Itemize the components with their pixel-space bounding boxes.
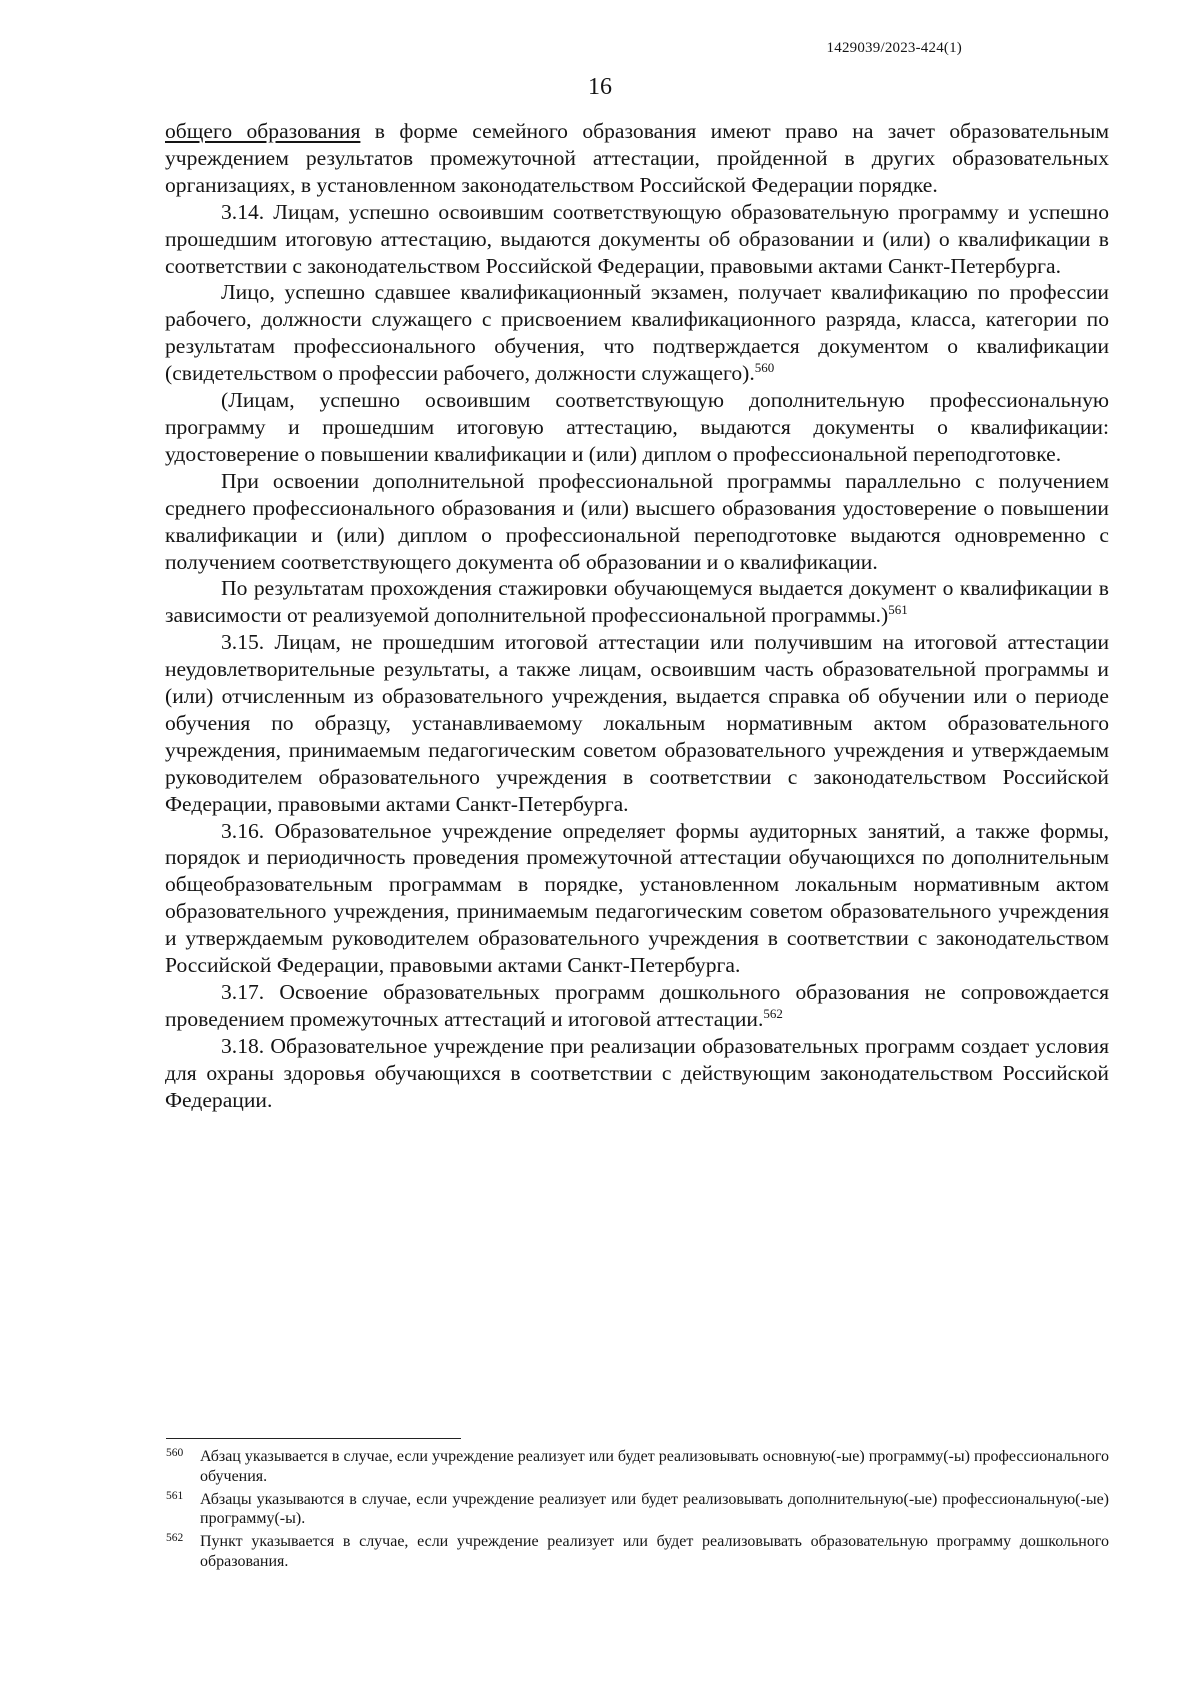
footnote-560 — [166, 1447, 1109, 1487]
document-body — [165, 118, 1109, 1114]
footnotes — [166, 1447, 1109, 1575]
paragraph-text: Лицо, успешно сдавшее квалификационный экзамен, получает квалификацию по профессии рабочего, должности служащего с присвоением квалификационного разряда, класса, категории по результатам профессионального обучения, что подтверждается документом о квалификации (свидетельством о профессии рабочего, должности служащего). — [165, 280, 1109, 386]
paragraph-text: 3.17. Освоение образовательных программ дошкольного образования не сопровождается проведением промежуточных аттестаций и итоговой аттестации. — [165, 980, 1109, 1031]
footnote-mark: 561 — [166, 1489, 184, 1502]
paragraph-internship — [165, 575, 1109, 629]
footnote-text: Абзацы указываются в случае, если учреждение реализует или будет реализовывать дополнительную(-ые) профессиональную(-ые) программу(-ы). — [200, 1490, 1109, 1528]
footnote-562 — [166, 1532, 1109, 1572]
paragraph-text: в форме семейного образования имеют право на зачет образовательным учреждением результатов промежуточной аттестации, пройденной в других образовательных организациях, в установленном законодательством Российской Федерации порядке. — [165, 119, 1109, 197]
page-number: 16 — [588, 74, 612, 100]
paragraph-3-16: 3.16. Образовательное учреждение определяет формы аудиторных занятий, а также формы, порядок и периодичность проведения промежуточной аттестации обучающихся по дополнительным общеобразовательным программам в порядке, установленном локальным нормативным актом образовательного учреждения, принимаемым педагогическим советом образовательного учреждения и утверждаемым руководителем образовательного учреждения в соответствии с законодательством Российской Федерации, правовыми актами Санкт-Петербурга. — [165, 818, 1109, 978]
footnote-ref-561[interactable]: 561 — [888, 602, 908, 618]
paragraph-additional-program: (Лицам, успешно освоившим соответствующую дополнительную профессиональную программу и прошедшим итоговую аттестацию, выдаются документы о квалификации: удостоверение о повышении квалификации и (или) диплом о профессиональной переподготовке. — [165, 388, 1109, 466]
footnote-561 — [166, 1490, 1109, 1530]
footnote-ref-562[interactable]: 562 — [763, 1005, 783, 1021]
paragraph-3-17 — [165, 979, 1109, 1033]
paragraph-parallel-study: При освоении дополнительной профессиональной программы параллельно с получением среднего профессионального образования и (или) высшего образования удостоверение о повышении квалификации и (или) диплом о профессиональной переподготовке выдаются одновременно с получением соответствующего документа об образовании и о квалификации. — [165, 468, 1109, 574]
footnote-divider — [166, 1438, 461, 1439]
footnote-mark: 560 — [166, 1447, 184, 1459]
paragraph-3-15: 3.15. Лицам, не прошедшим итоговой аттестации или получившим на итоговой аттестации неудовлетворительные результаты, а также лицам, освоившим часть образовательной программы и (или) отчисленным из образовательного учреждения, выдается справка об обучении или о периоде обучения по образцу, устанавливаемому локальным нормативным актом образовательного учреждения, принимаемым педагогическим советом образовательного учреждения и утверждаемым руководителем образовательного учреждения в соответствии с законодательством Российской Федерации, правовыми актами Санкт-Петербурга. — [165, 630, 1109, 816]
paragraph-text: По результатам прохождения стажировки обучающемуся выдается документ о квалификации в зависимости от реализуемой дополнительной профессиональной программы.) — [165, 576, 1109, 628]
footnote-text: Абзац указывается в случае, если учреждение реализует или будет реализовывать основную(-ые) программу(-ы) профессионального обучения. — [200, 1448, 1109, 1485]
paragraph-qualification-exam — [165, 279, 1109, 387]
underlined-term: общего образования — [165, 119, 361, 143]
footnote-ref-560[interactable]: 560 — [754, 359, 775, 375]
footnote-mark: 562 — [166, 1532, 184, 1545]
paragraph-3-14: 3.14. Лицам, успешно освоившим соответствующую образовательную программу и успешно прошедшим итоговую аттестацию, выдаются документы об образовании и (или) о квалификации в соответствии с законодательством Российской Федерации, правовыми актами Санкт-Петербурга. — [165, 199, 1109, 278]
footnote-text: Пункт указывается в случае, если учреждение реализует или будет реализовывать образовательную программу дошкольного образования. — [200, 1533, 1109, 1570]
document-number: 1429039/2023-424(1) — [826, 40, 962, 56]
paragraph-continuation — [165, 118, 1109, 199]
paragraph-3-18: 3.18. Образовательное учреждение при реализации образовательных программ создает условия для охраны здоровья обучающихся в соответствии с действующим законодательством Российской Федерации. — [165, 1033, 1109, 1112]
